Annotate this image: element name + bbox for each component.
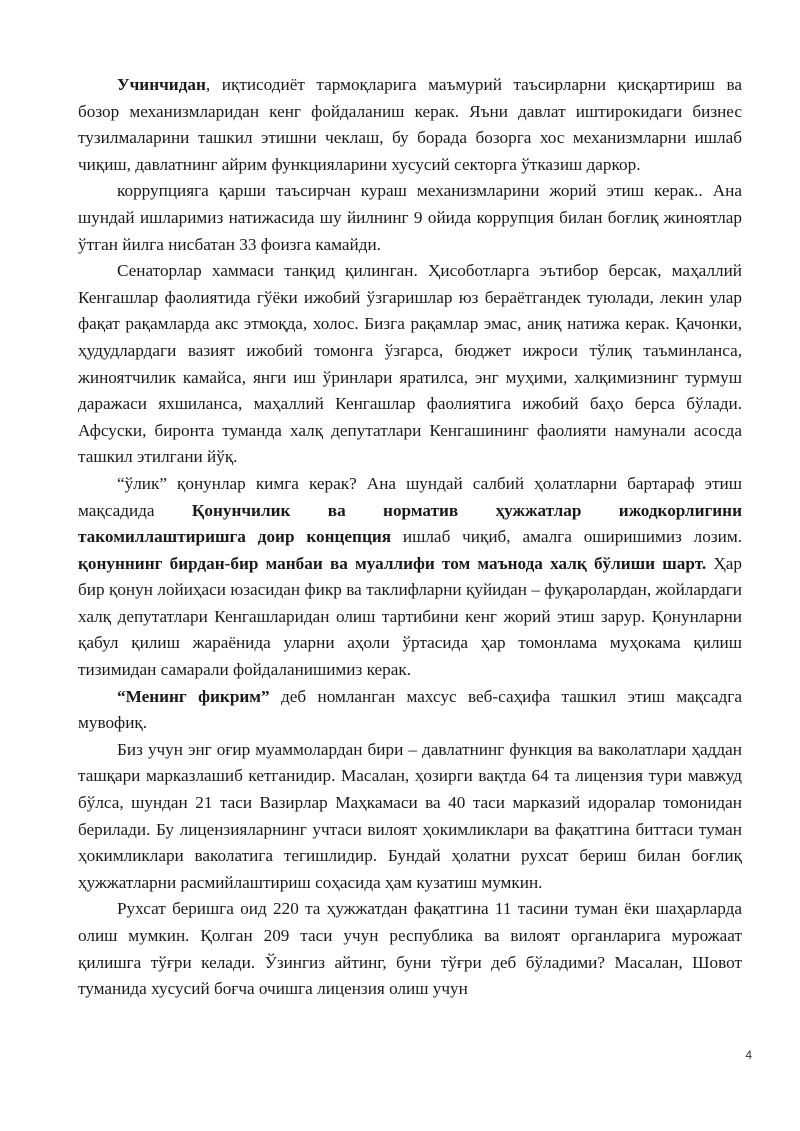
paragraph-corruption xyxy=(78,178,742,258)
bold-concept: Қонунчилик ва норматив ҳужжатлар ижодкорлигини такомиллаштиришга доир концепция xyxy=(78,500,742,547)
paragraph-dead-laws xyxy=(78,471,742,684)
paragraph-text: ишлаб чиқиб, амалга оширишимиз лозим. xyxy=(391,527,743,547)
paragraph-senators xyxy=(78,258,742,471)
paragraph-text: деб номланган махсус веб-саҳифа ташкил этиш мақсадга мувофиқ. xyxy=(78,686,742,733)
paragraph-text: , иқтисодиёт тармоқларига маъмурий таъсирларни қисқартириш ва бозор механизмларидан кенг фойдаланиш керак. Яъни давлат иштирокидаги бизнес тузилмаларини ташкил этишни чеклаш, бу борада бозорга хос механизмларни ишлаб чиқиш, давлатнинг айрим функцияларини хусусий секторга ўтказиш даркор. xyxy=(78,75,742,174)
paragraph-text: Ҳар бир қонун лойиҳаси юзасидан фикр ва таклифларни қуйидан – фуқаролардан, жойлардаги халқ депутатлари Кенгашларидан олиш тартибини кенг жорий этиш зарур. Қонунларни қабул қилиш жараёнида уларни аҳоли ўртасида ҳар томонлама муҳокама қилиш тизимидан самарали фойдаланишимиз керак. xyxy=(78,553,742,680)
paragraph-thirdly xyxy=(78,72,742,178)
paragraph-my-opinion xyxy=(78,684,742,737)
page-number: 4 xyxy=(745,1048,752,1062)
paragraph-permits xyxy=(78,896,742,1002)
paragraph-text: Рухсат беришга оид 220 та ҳужжатдан фақатгина 11 тасини туман ёки шаҳарларда олиш мумкин. Қолган 209 таси учун республика ва вилоят органларига мурожаат қилишга тўғри келади. Ўзингиз айтинг, буни тўғри деб бўладими? Масалан, Шовот туманида хусусий боғча очишга лицензия олиш учун xyxy=(78,899,742,999)
paragraph-text: “ўлик” қонунлар кимга керак? Ана шундай салбий ҳолатларни бартараф этиш мақсадида xyxy=(78,473,742,520)
body-text xyxy=(78,72,742,1003)
bold-law-source: қонуннинг бирдан-бир манбаи ва муаллифи том маънода халқ бўлиши шарт. xyxy=(78,553,707,573)
paragraph-centralization xyxy=(78,737,742,897)
paragraph-text: Биз учун энг оғир муаммолардан бири – давлатнинг функция ва ваколатлари ҳаддан ташқари марказлашиб кетганидир. Масалан, ҳозирги вақтда 64 та лицензия тури мавжуд бўлса, шундан 21 таси Вазирлар Маҳкамаси ва 40 таси марказий идоралар томонидан берилади. Бу лицензияларнинг учтаси вилоят ҳокимликлари ва фақатгина биттаси туман ҳокимликлари ваколатига тегишлидир. Бундай ҳолатни рухсат бериш билан боғлиқ ҳужжатларни расмийлаштириш соҳасида ҳам кузатиш мумкин. xyxy=(78,739,742,892)
paragraph-text: коррупцияга қарши таъсирчан кураш механизмларини жорий этиш керак.. Ана шундай ишларимиз натижасида шу йилнинг 9 ойида коррупция билан боғлиқ жиноятлар ўтган йилга нисбатан 33 фоизга камайди. xyxy=(78,181,742,254)
lead-bold-thirdly: Учинчидан xyxy=(117,75,206,94)
lead-bold-my-opinion: “Менинг фикрим” xyxy=(117,686,270,706)
paragraph-text: Сенаторлар хаммаси танқид қилинган. Ҳисоботларга эътибор берсак, маҳаллий Кенгашлар фаолиятида гўёки ижобий ўзгаришлар юз бераётгандек туюлади, лекин улар фақат рақамларда акс этмоқда, холос. Бизга рақамлар эмас, аниқ натижа керак. Қачонки, ҳудудлардаги вазият ижобий томонга ўзгарса, бюджет ижроси тўлиқ таъминланса, жиноятчилик камайса, янги иш ўринлари яратилса, энг муҳими, халқимизнинг турмуш даражаси яхшиланса, маҳаллий Кенгашлар фаолиятига ижобий баҳо берса бўлади. Афсуски, биронта туманда халқ депутатлари Кенгашининг фаолияти намунали асосда ташкил этилгани йўқ. xyxy=(78,261,742,467)
